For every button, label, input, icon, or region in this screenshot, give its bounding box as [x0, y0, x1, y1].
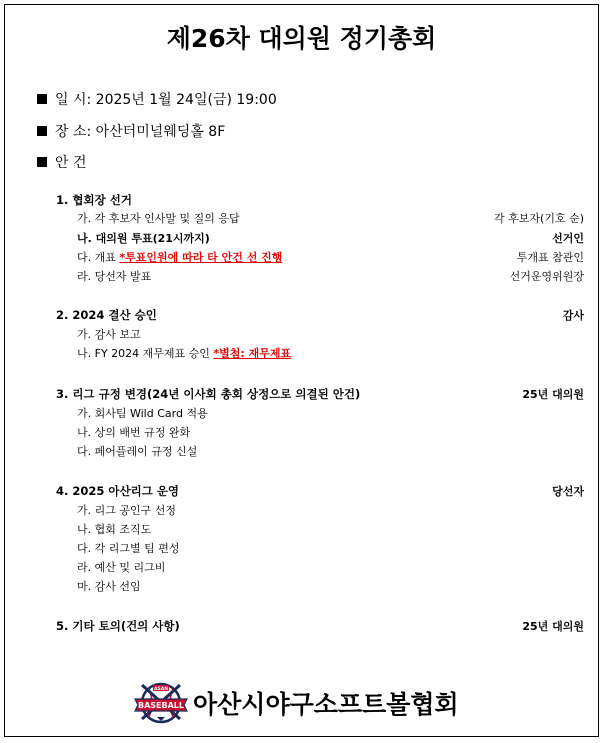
- section-1-item-3-note: *투표인원에 따라 타 안건 선 진행: [119, 251, 283, 264]
- section-1-title: 1. 협회장 선거: [56, 193, 132, 207]
- section-3-item-1: 가. 회사팀 Wild Card 적용: [77, 407, 208, 420]
- square-bullet-icon: [37, 157, 47, 167]
- footer: [133, 677, 493, 729]
- section-4-item-4: 라. 예산 및 리그비: [77, 561, 166, 574]
- section-5-title: 5. 기타 토의(건의 사항): [56, 619, 180, 633]
- info-agenda: [37, 152, 87, 172]
- section-1-item-4-owner: 선거운영위원장: [509, 270, 584, 283]
- section-4-item-1: 가. 리그 공인구 선정: [77, 504, 176, 517]
- section-1-item-1: 가. 각 후보자 인사말 및 질의 응답: [77, 212, 240, 225]
- logo-text: BASEBALL: [138, 701, 184, 710]
- section-5-owner: 25년 대의원: [522, 620, 584, 633]
- datetime-text: 일 시: 2025년 1월 24일(금) 19:00: [55, 92, 277, 108]
- section-2-owner: 감사: [562, 309, 584, 322]
- section-4-item-2: 나. 협회 조직도: [77, 523, 152, 536]
- section-4-owner: 당선자: [552, 485, 584, 498]
- agenda-text: 안 건: [55, 155, 87, 171]
- section-1-item-3-owner: 투개표 참관인: [516, 251, 584, 264]
- info-datetime: [37, 89, 277, 109]
- logo-top-text: ASAN: [154, 687, 168, 692]
- page-title: 제26차 대의원 정기총회: [166, 24, 437, 53]
- square-bullet-icon: [37, 126, 47, 136]
- section-3-item-2: 나. 상의 배번 규정 완화: [77, 426, 191, 439]
- section-1-item-1-owner: 각 후보자(기호 순): [494, 212, 584, 225]
- section-2-item-2-note: *별첨: 재무제표: [213, 347, 292, 360]
- info-place: [37, 121, 225, 141]
- section-1-item-3: [77, 249, 282, 265]
- square-bullet-icon: [37, 94, 47, 104]
- section-3-title: 3. 리그 규정 변경(24년 이사회 총회 상정으로 의결된 안건): [56, 387, 361, 401]
- section-2-title: 2. 2024 결산 승인: [56, 308, 157, 322]
- place-text: 장 소: 아산터미널웨딩홀 8F: [55, 124, 226, 140]
- section-3-owner: 25년 대의원: [522, 388, 584, 401]
- org-name: 아산시야구소프트볼협회: [193, 690, 459, 719]
- section-1-item-3-label: 다. 개표: [77, 251, 116, 264]
- section-4-title: 4. 2025 아산리그 운영: [56, 484, 180, 498]
- section-4-item-5: 마. 감사 선임: [77, 580, 141, 593]
- section-1-item-2: 나. 대의원 투표(21시까지): [77, 232, 210, 245]
- section-4-item-3: 다. 각 리그별 팀 편성: [77, 542, 180, 555]
- document-page: [4, 4, 599, 737]
- section-2-item-2-label: 나. FY 2024 재무제표 승인: [77, 347, 210, 360]
- baseball-logo-icon: [133, 677, 189, 729]
- section-2-item-2: [77, 345, 291, 361]
- section-1-item-4: 라. 당선자 발표: [77, 270, 152, 283]
- section-1-item-2-owner: 선거인: [552, 232, 584, 245]
- section-3-item-3: 다. 페어플레이 규정 신설: [77, 445, 198, 458]
- section-2-item-1: 가. 감사 보고: [77, 328, 141, 341]
